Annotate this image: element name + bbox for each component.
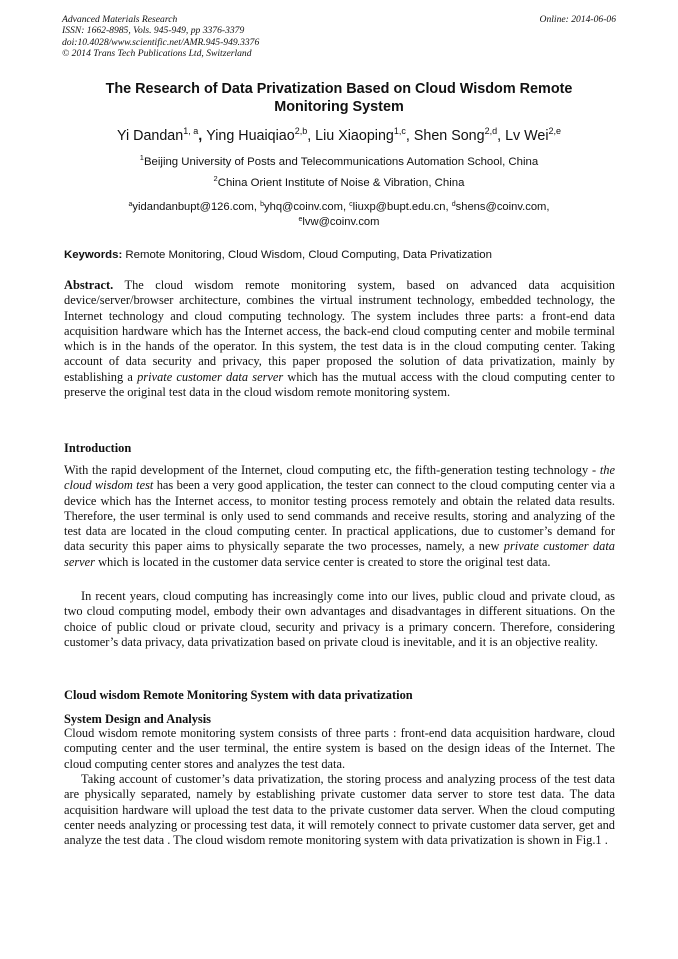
issn: ISSN: 1662-8985, Vols. 945-949, pp 3376-3379 [62, 25, 245, 37]
email-sup: a [128, 201, 133, 208]
abstract-text: The cloud wisdom remote monitoring system, based on advanced data acquisition device/server/browser architecture, combines the virtual instrument technology, embedded technology, the Internet technology and cloud computing technology. The system includes three parts: a front-end data acquisition hardware which has the Internet access, the back-end cloud computing center and mobile terminal which is in the hands of the operator. In this system, the test data is in the cloud computing center. Taking account of data security and privacy, this paper proposed the solution of data privatization, mainly by establishing a [64, 278, 616, 384]
author-sup: 2,e [548, 126, 562, 136]
subsection-heading-design: System Design and Analysis [64, 712, 211, 726]
keywords-text: Remote Monitoring, Cloud Wisdom, Cloud Computing, Data Privatization [125, 249, 492, 261]
email-sup: c [349, 201, 353, 208]
abstract [64, 278, 615, 400]
paragraph: Taking account of customer’s data privatization, the storing process and analyzing process of the test data are physically separated, namely by establishing private customer data server to store test data. The data acquisition hardware will upload the test data to the private customer data server. When the cloud computing center needs analyzing or processing test data, it will remotely connect to private customer data server, get and analyze the test data . The cloud wisdom remote monitoring system with data privatization is shown in Fig.1 . [64, 772, 615, 848]
email-list: $^a$yidandanbupt@126.com, $^b$yhq@coinv.com, $^c$liuxp@bupt.edu.cn, $^d$shens@coinv.com, $^e$lvw@coinv.com [128, 201, 550, 228]
paper-title: The Research of Data Privatization Based on Cloud Wisdom Remote Monitoring System [105, 81, 573, 115]
email[interactable]: liuxp@bupt.edu.cn [352, 201, 446, 213]
online-date: Online: 2014-06-06 [539, 14, 616, 25]
doi: doi:10.4028/www.scientific.net/AMR.945-949.3376 [62, 36, 260, 48]
email[interactable]: yhq@coinv.com [264, 201, 343, 213]
journal-meta [62, 14, 616, 59]
author-name: Lv Wei [505, 128, 549, 144]
paragraph-text: which is located in the customer data service center is created to store the original test data. [98, 554, 551, 569]
affiliation-sup: 2 [213, 174, 218, 183]
paragraph-text: has been a very good application, the tester can connect to the cloud computing center via a device which has the Internet access, to monitor testing process remotely and obtain the related data results. Therefore, the user terminal is only used to send commands and receive results, storing and analyzing of the test data are located in the cloud computing center. In practical applications, due to customer’s demand for data security this paper aims to physically separate the two processes, namely, a new [64, 478, 615, 554]
abstract-emphasis: private customer data server [137, 369, 284, 384]
paragraph: Cloud wisdom remote monitoring system consists of three parts : front-end data acquisition hardware, cloud computing center and the user terminal, the entire system is based on the design ideas of the Internet. The cloud computing center stores and analyzes the test data. [64, 726, 615, 771]
author-name: Liu Xiaoping [315, 128, 394, 144]
email[interactable]: yidandanbupt@126.com [132, 201, 254, 213]
paragraph: In recent years, cloud computing has increasingly come into our lives, public cloud and private cloud, as two cloud computing model, embody their own advantages and disadvantages in different situations. On the choice of public cloud or private cloud, security and privacy is a primary concern. Therefore, considering customer’s data privacy, data privatization based on private cloud is inevitable, and it is an objective reality. [64, 589, 615, 649]
abstract-label: Abstract. [64, 278, 114, 292]
affiliation [62, 153, 616, 168]
paragraph-emphasis: private customer data server [64, 539, 615, 569]
author-list: Yi Dandan$^{1, a}$, Ying Huaiqiao$^{2,b}$, Liu Xiaoping$^{1,c}$, Shen Song$^{2,d}$, Lv Wei$^{2,e}$ [116, 126, 562, 144]
email-sup: d [451, 201, 456, 208]
email-sup: b [260, 201, 264, 208]
author-sup: 1,c [393, 126, 406, 136]
affiliation-sup: 1 [139, 153, 144, 162]
paragraph [64, 463, 615, 570]
author-sup: 2,d [484, 126, 498, 136]
section-heading-cloud-wisdom: Cloud wisdom Remote Monitoring System with data privatization [64, 688, 413, 702]
copyright: © 2014 Trans Tech Publications Ltd, Switzerland [62, 47, 252, 59]
paragraph-emphasis: the cloud wisdom test [64, 463, 615, 493]
email-sup: e [298, 215, 303, 223]
keywords [64, 249, 616, 261]
affiliation-text: Beijing University of Posts and Telecommunications Automation School, China [143, 156, 539, 168]
affiliation [62, 174, 616, 189]
page-header [62, 14, 616, 59]
email[interactable]: lvw@coinv.com [302, 215, 380, 228]
section-heading-introduction: Introduction [64, 441, 132, 455]
author-sup: 2,b [294, 126, 308, 136]
abstract-text: which has the mutual access with the cloud computing center to preserve the original test data in the cloud wisdom remote monitoring system. [64, 369, 615, 400]
author-name: Ying Huaiqiao [206, 128, 295, 144]
author-sup: 1, a [183, 126, 199, 136]
email[interactable]: shens@coinv.com [455, 201, 547, 213]
author-name: Shen Song [413, 128, 485, 144]
journal-name: Advanced Materials Research [62, 14, 178, 25]
affiliation-text: China Orient Institute of Noise & Vibration, China [217, 177, 465, 189]
keywords-label: Keywords: [64, 249, 123, 261]
author-name: Yi Dandan [116, 128, 184, 144]
paragraph-text: With the rapid development of the Internet, cloud computing etc, the fifth-generation testing technology - [64, 463, 597, 477]
